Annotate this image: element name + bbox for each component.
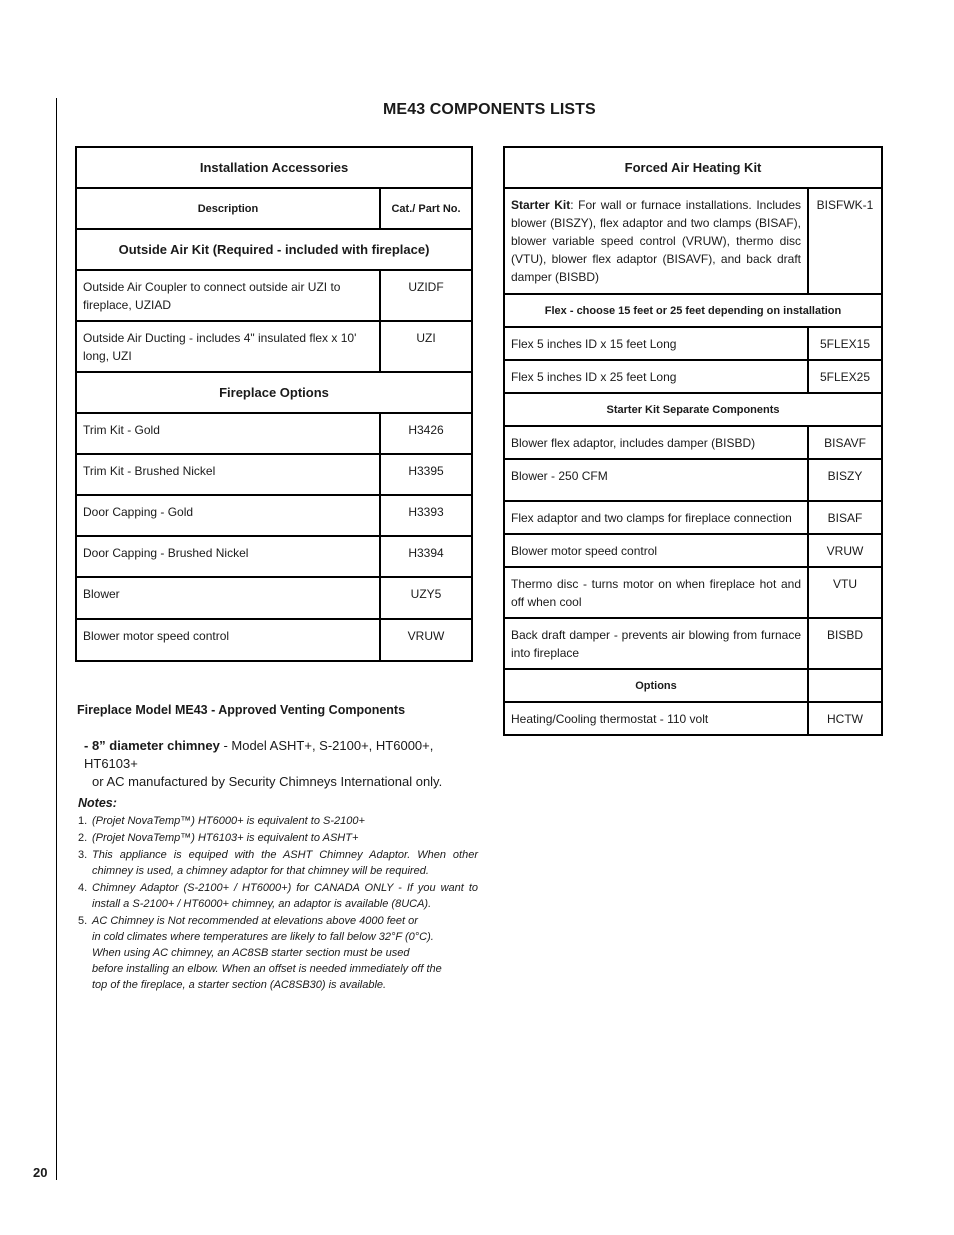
note-number: 5. [78, 915, 88, 927]
description-column-header: Description [76, 188, 380, 229]
table-row [504, 534, 882, 567]
forced-air-heating-kit-heading: Forced Air Heating Kit [504, 147, 882, 188]
chimney-text-line-2: or AC manufactured by Security Chimneys International only. [92, 774, 443, 789]
table-row [504, 567, 882, 618]
table-row [76, 413, 472, 454]
table-row [504, 327, 882, 360]
row-description: Flex 5 inches ID x 15 feet Long [504, 327, 808, 360]
table-row [76, 454, 472, 495]
note-item [78, 847, 478, 879]
chimney-text-line-1: - Model ASHT+, S-2100+, HT6000+, HT6103+ [84, 738, 434, 771]
note-text: (Projet NovaTemp™) HT6103+ is equivalent to ASHT+ [92, 832, 359, 844]
table-row [76, 577, 472, 619]
row-description: Trim Kit - Gold [76, 413, 380, 454]
row-part-number: H3395 [380, 454, 472, 495]
table-row [76, 619, 472, 661]
row-description: Trim Kit - Brushed Nickel [76, 454, 380, 495]
part-number-column-header: Cat./ Part No. [380, 188, 472, 229]
row-part-number: UZY5 [380, 577, 472, 619]
row-part-number: VRUW [380, 619, 472, 661]
row-part-number: H3393 [380, 495, 472, 536]
note-text: AC Chimney is Not recommended at elevations above 4000 feet or in cold climates where temperatures are likely to fall below 32°F (0°C). When using AC chimney, an AC8SB starter section must be used before installing an elbow. When an offset is needed immediately off the top of the fireplace, a starter section (AC8SB30) is available. [92, 915, 442, 991]
note-text: (Projet NovaTemp™) HT6000+ is equivalent to S-2100+ [92, 815, 365, 827]
options-empty-cell [808, 669, 882, 702]
row-description: Flex adaptor and two clamps for fireplace connection [504, 501, 808, 534]
table-row [76, 495, 472, 536]
notes-title: Notes: [78, 796, 117, 810]
table-row [504, 702, 882, 735]
table-row [504, 360, 882, 393]
table-row [504, 188, 882, 294]
starter-kit-description [504, 188, 808, 294]
row-part-number: UZIDF [380, 270, 472, 321]
margin-rule [56, 98, 57, 1180]
table-row [76, 321, 472, 372]
starter-kit-label: Starter Kit [511, 198, 571, 212]
row-part-number: H3394 [380, 536, 472, 577]
row-part-number: VRUW [808, 534, 882, 567]
row-description: Door Capping - Brushed Nickel [76, 536, 380, 577]
row-description: Flex 5 inches ID x 25 feet Long [504, 360, 808, 393]
row-description: Thermo disc - turns motor on when fireplace hot and off when cool [504, 567, 808, 618]
row-part-number: VTU [808, 567, 882, 618]
row-description: Door Capping - Gold [76, 495, 380, 536]
row-description: Blower [76, 577, 380, 619]
table-row [504, 501, 882, 534]
chimney-label: - 8” diameter chimney [84, 738, 220, 753]
fireplace-options-heading: Fireplace Options [76, 372, 472, 413]
starter-kit-text: : For wall or furnace installations. Includes blower (BISZY), flex adaptor and two clamps (BISAF), blower variable speed control (VRUW), thermo disc (VTU), blower flex adaptor (BISAVF), and back draft damper (BISBD) [511, 198, 802, 284]
row-part-number: BISBD [808, 618, 882, 669]
row-description: Outside Air Ducting - includes 4" insulated flex x 10' long, UZI [76, 321, 380, 372]
page-number: 20 [33, 1165, 48, 1180]
row-part-number: 5FLEX15 [808, 327, 882, 360]
note-item [78, 913, 478, 993]
note-item [78, 830, 478, 846]
row-description: Outside Air Coupler to connect outside air UZI to fireplace, UZIAD [76, 270, 380, 321]
row-part-number: H3426 [380, 413, 472, 454]
row-description: Back draft damper - prevents air blowing from furnace into fireplace [504, 618, 808, 669]
page-title: ME43 COMPONENTS LISTS [383, 101, 596, 118]
row-description: Blower motor speed control [76, 619, 380, 661]
note-number: 1. [78, 815, 88, 827]
venting-components-title: Fireplace Model ME43 - Approved Venting Components [77, 703, 406, 717]
row-description: Heating/Cooling thermostat - 110 volt [504, 702, 808, 735]
note-item [78, 880, 478, 912]
note-text: This appliance is equiped with the ASHT Chimney Adaptor. When other chimney is used, a chimney adaptor for that chimney will be required. [92, 849, 478, 877]
table-row [76, 536, 472, 577]
row-description: Blower flex adaptor, includes damper (BISBD) [504, 426, 808, 459]
table-row [504, 426, 882, 459]
outside-air-kit-heading: Outside Air Kit (Required - included with fireplace) [76, 229, 472, 270]
note-number: 4. [78, 882, 88, 894]
row-description: Blower - 250 CFM [504, 459, 808, 501]
table-row [504, 618, 882, 669]
row-part-number: BISZY [808, 459, 882, 501]
table-row [76, 270, 472, 321]
forced-air-heating-kit-table [503, 146, 883, 736]
row-part-number: HCTW [808, 702, 882, 735]
row-part-number: UZI [380, 321, 472, 372]
table-row [504, 459, 882, 501]
row-part-number: BISAF [808, 501, 882, 534]
chimney-spec [84, 737, 484, 791]
note-number: 3. [78, 849, 88, 861]
row-description: Blower motor speed control [504, 534, 808, 567]
installation-accessories-heading: Installation Accessories [76, 147, 472, 188]
installation-accessories-table [75, 146, 473, 662]
row-part-number: 5FLEX25 [808, 360, 882, 393]
starter-kit-separate-heading: Starter Kit Separate Components [504, 393, 882, 426]
row-part-number: BISAVF [808, 426, 882, 459]
flex-heading: Flex - choose 15 feet or 25 feet depending on installation [504, 294, 882, 327]
options-heading: Options [504, 669, 808, 702]
starter-kit-part-number: BISFWK-1 [808, 188, 882, 294]
note-item [78, 813, 478, 829]
notes-list [78, 813, 478, 994]
note-text: Chimney Adaptor (S-2100+ / HT6000+) for CANADA ONLY - If you want to install a S-2100+ / HT6000+ chimney, an adaptor is available (8UCA). [92, 882, 478, 910]
note-number: 2. [78, 832, 88, 844]
